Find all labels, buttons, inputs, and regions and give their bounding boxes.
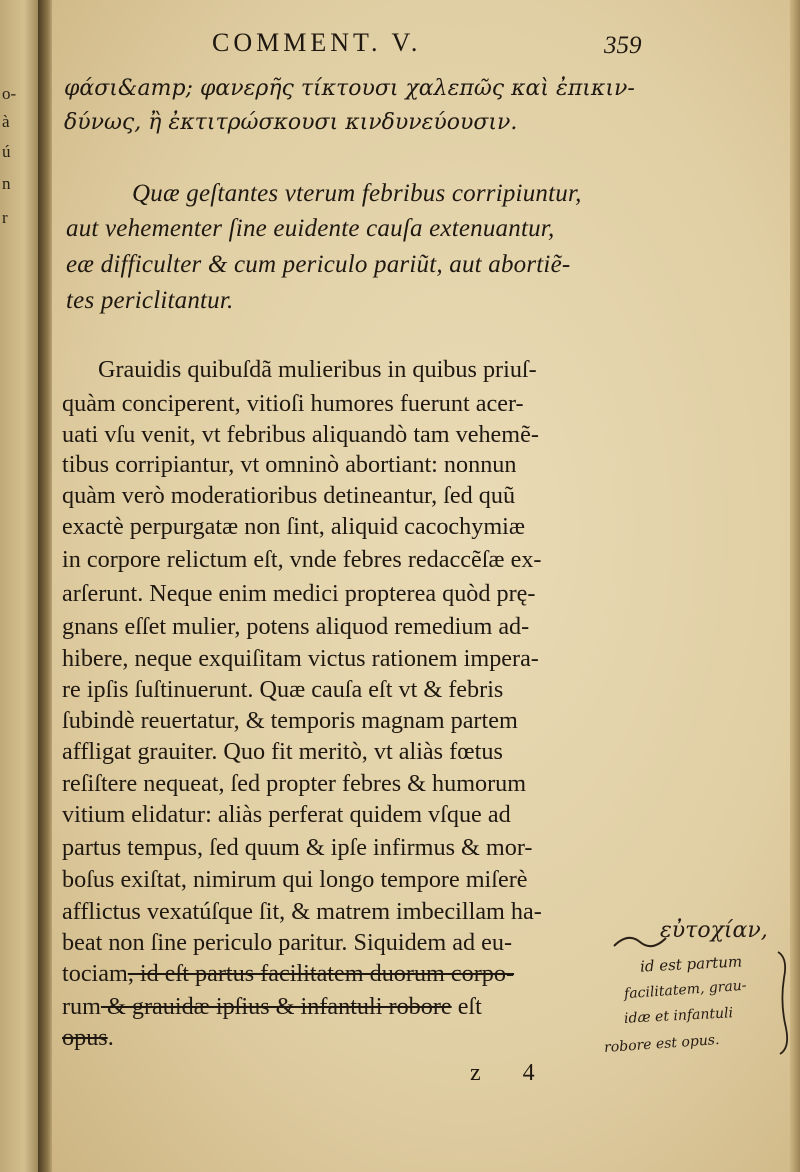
retained-text: tociam (62, 960, 128, 987)
latin-aphorism-line: aut vehementer ſine euidente cauſa extenuantur, (66, 215, 555, 242)
commentary-line: uati vſu venit, vt febribus aliquandò tam vehemẽ- (62, 421, 539, 448)
commentary-line: in corpore relictum eſt, vnde febres redaccẽſæ ex- (62, 546, 542, 573)
marginal-bracket-icon (774, 948, 794, 1058)
commentary-line: quàm verò moderatioribus detineantur, ſed quũ (62, 482, 516, 509)
commentary-line: gnans eſſet mulier, potens aliquod remedium ad- (62, 613, 530, 640)
struck-text: opus (62, 1024, 108, 1051)
struck-line (62, 960, 514, 988)
marginal-note-line: id est partum (639, 952, 743, 976)
commentary-line: partus tempus, ſed quum & ipſe infirmus & mor- (62, 834, 533, 861)
retained-text: eſt (451, 993, 482, 1020)
retained-text: . (107, 1024, 114, 1051)
commentary-line: beat non ſine periculo paritur. Siquidem ad eu- (62, 929, 513, 956)
facing-page-fragment: o- (2, 84, 17, 103)
commentary-line: ſubindè reuertatur, & temporis magnam partem (62, 707, 518, 734)
commentary-line: afflictus vexatúſque ſit, & matrem imbecillam ha- (62, 898, 542, 925)
struck-text: , id eſt partus facilitatem duorum corpo- (127, 960, 515, 987)
greek-aphorism-line: δύνως, ἢ ἐκτιτρώσκουσι κινδυνεύουσιν. (64, 110, 518, 135)
facing-page-fragment: à (2, 112, 10, 131)
marginal-note-line: robore est opus. (603, 1031, 720, 1057)
commentary-line: tibus corripiantur, vt omninò abortiant: nonnun (62, 451, 517, 478)
insertion-mark-icon (610, 920, 670, 960)
commentary-line: exactè perpurgatæ non ſint, aliquid cacochymiæ (62, 513, 526, 540)
commentary-line: reſiſtere nequeat, ſed propter febres & humorum (62, 770, 527, 797)
struck-line (62, 993, 482, 1021)
marginal-note-line: idæ et infantuli (623, 1005, 734, 1027)
signature-mark: z 4 (470, 1060, 553, 1086)
marginal-greek-word: εὐτοχίαν, (660, 918, 768, 943)
facing-page-fragment: r (2, 208, 8, 227)
greek-aphorism-line: φάσι&amp; φανερῆς τίκτουσι χαλεπῶς καὶ ἐπικιν- (64, 76, 635, 101)
running-head: COMMENT. V. (212, 28, 422, 57)
facing-page-fragment: n (2, 174, 11, 193)
commentary-line: re ipſis ſuſtinuerunt. Quæ cauſa eſt vt & febris (62, 676, 504, 703)
commentary-line: vitium elidatur: aliàs perferat quidem vſque ad (62, 801, 511, 828)
marginal-note-line: facilitatem, grau- (623, 977, 748, 1003)
commentary-line: Grauidis quibuſdã mulieribus in quibus priuſ- (98, 356, 537, 383)
commentary-line: affligat grauiter. Quo fit meritò, vt aliàs fœtus (62, 738, 503, 765)
facing-page-fragment: ú (2, 142, 11, 161)
commentary-line: quàm conciperent, vitioſi humores fuerunt acer- (62, 390, 524, 417)
retained-text: rum (62, 993, 101, 1020)
commentary-line: hibere, neque exquiſitam victus rationem impera- (62, 645, 539, 672)
struck-text: & grauidæ ipſius & infantuli robore (100, 993, 452, 1020)
commentary-line: boſus exiſtat, nimirum qui longo tempore miſerè (62, 866, 528, 893)
page-number: 359 (604, 32, 642, 59)
struck-line (62, 1024, 114, 1052)
commentary-line: arſerunt. Neque enim medici propterea quòd prę- (62, 580, 536, 607)
latin-aphorism-line: tes periclitantur. (66, 287, 234, 314)
latin-aphorism-line: Quæ geſtantes vterum febribus corripiuntur, (132, 180, 582, 207)
latin-aphorism-line: eæ difficulter & cum periculo pariũt, aut abortiẽ- (66, 251, 571, 278)
